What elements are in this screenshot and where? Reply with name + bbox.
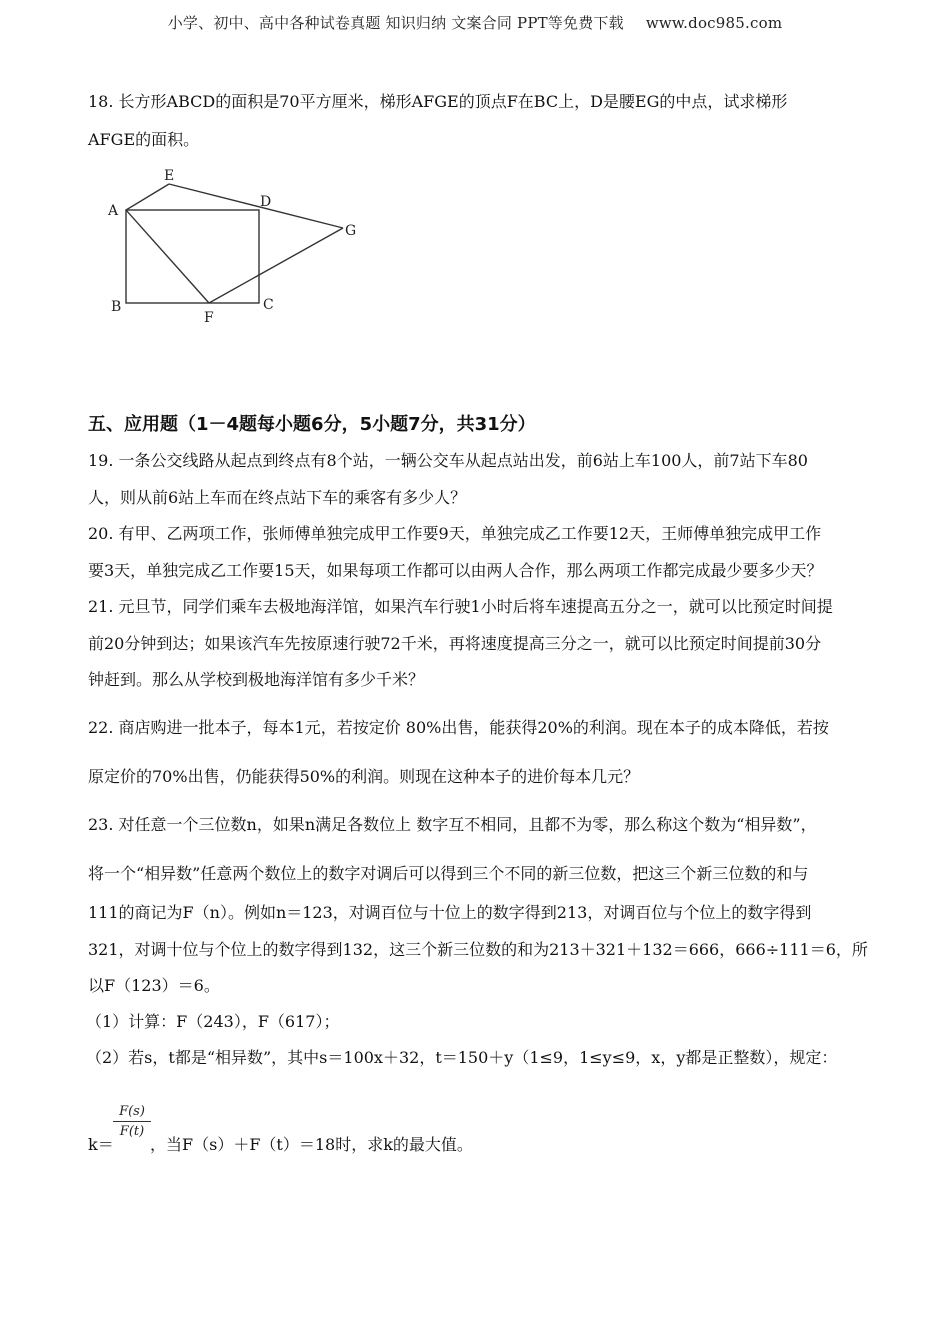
q21-line1: 21. 元旦节，同学们乘车去极地海洋馆，如果汽车行驶1小时后将车速提高五分之一，就可以比预定时间提 — [88, 597, 833, 616]
label-c: C — [263, 297, 274, 313]
q22-line1: 22. 商店购进一批本子，每本1元，若按定价 80%出售，能获得20%的利润。现在本子的成本降低，若按 — [88, 718, 829, 737]
label-b: B — [111, 299, 122, 315]
fraction-numerator: F(s) — [113, 1104, 151, 1122]
header-website: www.doc985.com — [645, 14, 783, 32]
q20-line2: 要3天，单独完成乙工作要15天，如果每项工作都可以由两人合作，那么两项工作都完成最少要多少天？ — [88, 561, 823, 580]
label-f: F — [204, 310, 214, 326]
rectangle-abcd — [126, 210, 259, 303]
q23-line4: 321，对调十位与个位上的数字得到132，这三个新三位数的和为213＋321＋132＝666，666÷111＝6，所 — [88, 940, 868, 959]
q23-line2: 将一个“相异数”任意两个数位上的数字对调后可以得到三个不同的新三位数，把这三个新三位数的和与 — [88, 864, 809, 883]
q23-line1: 23. 对任意一个三位数n，如果n满足各数位上 数字互不相同，且都不为零，那么称这个数为“相异数”， — [88, 815, 817, 834]
segment-fg — [209, 228, 343, 303]
label-e: E — [164, 168, 175, 184]
label-g: G — [345, 223, 357, 239]
trapezoid-diagram — [100, 160, 370, 335]
page-header — [0, 12, 950, 33]
q19-line1: 19. 一条公交线路从起点到终点有8个站，一辆公交车从起点站出发，前6站上车100人，前7站下车80 — [88, 451, 808, 470]
q20-line1: 20. 有甲、乙两项工作，张师傅单独完成甲工作要9天，单独完成乙工作要12天，王师傅单独完成甲工作 — [88, 524, 822, 543]
header-left-text: 小学、初中、高中各种试卷真题 知识归纳 文案合同 PPT等免费下载 — [167, 14, 624, 32]
q18-line2: AFGE的面积。 — [88, 130, 200, 149]
q23-part2: （2）若s，t都是“相异数”，其中s＝100x＋32，t＝150＋y（1≤9，1≤y≤9，x，y都是正整数），规定： — [86, 1048, 838, 1067]
q23-part1: （1）计算：F（243），F（617）； — [86, 1012, 340, 1031]
q21-line3: 钟赶到。那么从学校到极地海洋馆有多少千米？ — [88, 670, 425, 689]
segment-eg — [169, 184, 343, 228]
q18-line1: 18. 长方形ABCD的面积是70平方厘米，梯形AFGE的顶点F在BC上，D是腰EG的中点，试求梯形 — [88, 92, 788, 111]
fraction-denominator: F(t) — [119, 1124, 145, 1139]
k-suffix: ，当F（s）＋F（t）＝18时，求k的最大值。 — [150, 1135, 473, 1154]
q21-line2: 前20分钟到达；如果该汽车先按原速行驶72千米，再将速度提高三分之一，就可以比预定时间提前30分 — [88, 634, 822, 653]
q19-line2: 人，则从前6站上车而在终点站下车的乘客有多少人？ — [88, 488, 467, 507]
k-prefix: k＝ — [88, 1135, 114, 1154]
segment-af — [126, 210, 209, 303]
section-title: 五、应用题（1－4题每小题6分，5小题7分，共31分） — [88, 414, 536, 435]
q23-k-line — [88, 1132, 473, 1155]
label-a: A — [108, 203, 119, 219]
q22-line2: 原定价的70%出售，仍能获得50%的利润。则现在这种本子的进价每本几元？ — [88, 767, 640, 786]
label-d: D — [260, 194, 272, 210]
q23-line3: 111的商记为F（n）。例如n＝123，对调百位与十位上的数字得到213，对调百位与个位上的数字得到 — [88, 903, 812, 922]
segment-ae — [126, 184, 169, 210]
q23-line5: 以F（123）＝6。 — [88, 976, 220, 995]
geometry-figure — [100, 160, 370, 335]
